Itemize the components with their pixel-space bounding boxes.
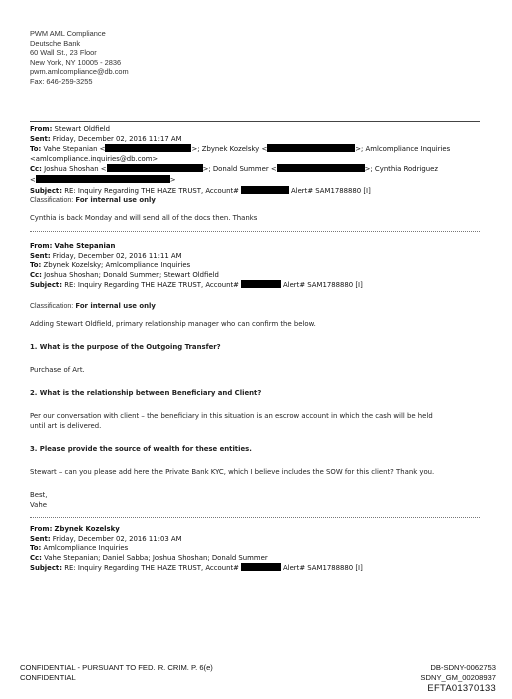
email1-to: >; Amlcompliance Inquiries [355, 145, 451, 154]
email2-intro: Adding Stewart Oldfield, primary relationship manager who can confirm the below. [30, 320, 316, 328]
letterhead-email: pwm.amlcompliance@db.com [30, 67, 129, 77]
cc-label: Cc: [30, 165, 42, 174]
email2-header [30, 242, 363, 291]
email3-header [30, 525, 363, 574]
classification-label: Classification: [30, 303, 74, 310]
footer-right [420, 663, 496, 693]
redaction-block [267, 144, 355, 152]
cc-label: Cc: [30, 553, 42, 562]
email1-subject: RE: Inquiry Regarding THE HAZE TRUST, Account# [64, 186, 239, 195]
redaction-block [241, 280, 281, 288]
sent-label: Sent: [30, 534, 51, 543]
email1-to-address: <amlcompliance.inquiries@db.com> [30, 154, 159, 163]
classification-label: Classification: [30, 197, 74, 204]
email3-subject: RE: Inquiry Regarding THE HAZE TRUST, Account# [64, 564, 239, 573]
sent-label: Sent: [30, 251, 51, 260]
email1-classification [30, 196, 156, 206]
email1-body: Cynthia is back Monday and will send all of the docs then. Thanks [30, 214, 258, 222]
letterhead-city: New York, NY 10005 - 2836 [30, 57, 122, 67]
to-label: To: [30, 544, 42, 553]
subject-label: Subject: [30, 186, 62, 195]
subject-label: Subject: [30, 281, 62, 290]
letterhead-bank: Deutsche Bank [30, 38, 81, 48]
question-2: 2. What is the relationship between Beneficiary and Client? [30, 389, 262, 397]
redaction-block [241, 186, 289, 194]
sent-label: Sent: [30, 134, 51, 143]
answer-2-line-2: until art is delivered. [30, 422, 102, 430]
email2-subject: RE: Inquiry Regarding THE HAZE TRUST, Account# [64, 281, 239, 290]
email2-from: Vahe Stepanian [54, 242, 116, 250]
email1-sent: Friday, December 02, 2016 11:17 AM [52, 134, 182, 143]
confidential-notice: CONFIDENTIAL - PURSUANT TO FED. R. CRIM. P. 6(e) [20, 663, 213, 672]
email1-cc: >; Cynthia Rodriguez [364, 165, 438, 174]
email3-sent: Friday, December 02, 2016 11:03 AM [52, 534, 182, 543]
redaction-block [105, 144, 191, 152]
answer-3: Stewart – can you please add here the Private Bank KYC, which I believe includes the SOW for this client? Thank you. [30, 468, 435, 476]
subject-label: Subject: [30, 564, 62, 573]
signature-name: Vahe [30, 501, 48, 509]
classification-value: For internal use only [75, 302, 156, 310]
letterhead-fax: Fax: 646-259-3255 [30, 76, 93, 86]
email2-cc: Joshua Shoshan; Donald Summer; Stewart Oldfield [44, 270, 219, 279]
question-3: 3. Please provide the source of wealth for these entities. [30, 445, 252, 453]
answer-2-line-1: Per our conversation with client – the beneficiary in this situation is an escrow account in which the cash will be held [30, 412, 433, 420]
signoff: Best, [30, 491, 48, 499]
from-label: From: [30, 242, 53, 250]
redaction-block [107, 164, 203, 172]
email3-to: Amlcompliance Inquiries [43, 544, 129, 553]
footer-left [20, 663, 213, 682]
to-label: To: [30, 145, 42, 154]
from-label: From: [30, 125, 53, 133]
email1-header [30, 125, 450, 196]
letterhead-street: 60 Wall St., 23 Floor [30, 48, 97, 58]
confidential-label: CONFIDENTIAL [20, 672, 76, 682]
email1-cc: >; Donald Summer < [202, 165, 277, 174]
email3-from: Zbynek Kozelsky [54, 525, 120, 533]
email3-subject: Alert# SAM1788880 [I] [282, 564, 363, 573]
answer-1: Purchase of Art. [30, 366, 85, 374]
email1-to: Vahe Stepanian < [43, 145, 106, 154]
divider [30, 121, 480, 122]
email1-cc: Joshua Shoshan < [44, 165, 107, 174]
redaction-block [241, 563, 281, 571]
email2-to: Zbynek Kozelsky; Amlcompliance Inquiries [43, 261, 191, 270]
question-1: 1. What is the purpose of the Outgoing Transfer? [30, 343, 221, 351]
divider [30, 517, 480, 518]
email2-sent: Friday, December 02, 2016 11:11 AM [52, 251, 182, 260]
divider [30, 231, 480, 232]
email1-cc: > [169, 175, 176, 184]
email2-subject: Alert# SAM1788880 [I] [282, 281, 363, 290]
to-label: To: [30, 261, 42, 270]
email3-cc: Vahe Stepanian; Daniel Sabba; Joshua Shoshan; Donald Summer [44, 553, 268, 562]
email1-cc: < [30, 175, 36, 184]
bates-number-2: SDNY_GM_00208937 [420, 672, 496, 682]
redaction-block [277, 164, 365, 172]
email1-from: Stewart Oldfield [54, 125, 111, 133]
bates-number-1: DB-SDNY-0062753 [430, 663, 496, 672]
letterhead [30, 29, 129, 87]
efta-number: EFTA01370133 [427, 682, 496, 694]
redaction-block [36, 175, 170, 183]
from-label: From: [30, 525, 53, 533]
letterhead-department: PWM AML Compliance [30, 29, 106, 38]
email2-classification [30, 302, 156, 312]
email1-to: >; Zbynek Kozelsky < [191, 145, 268, 154]
email1-subject: Alert# SAM1788880 [I] [290, 186, 371, 195]
cc-label: Cc: [30, 270, 42, 279]
classification-value: For internal use only [75, 196, 156, 204]
